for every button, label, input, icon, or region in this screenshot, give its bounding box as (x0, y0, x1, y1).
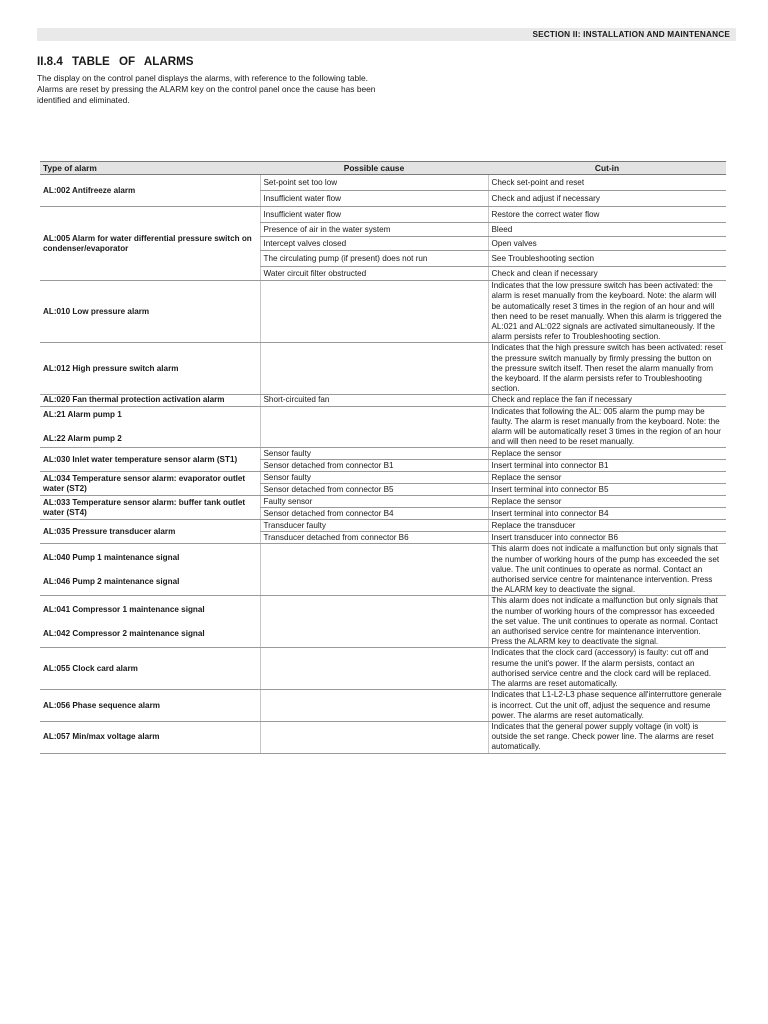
alarm-type: AL:055 Clock card alarm (40, 648, 260, 690)
table-row (40, 472, 726, 484)
alarm-type: AL:002 Antifreeze alarm (40, 175, 260, 207)
cause-cell (260, 406, 488, 448)
table-row (40, 406, 726, 448)
cutin-cell: See Troubleshooting section (488, 251, 726, 267)
cutin-cell: Insert terminal into connector B4 (488, 508, 726, 520)
cutin-cell: Indicates that the clock card (accessory) is faulty: cut off and resume the unit's power. If the alarm persists, contact an authorised service centre and the clock card will be replaced. The alarms are reset automatically. (488, 648, 726, 690)
cause-cell (260, 544, 488, 596)
table-row (40, 207, 726, 223)
cutin-cell: Indicates that L1-L2-L3 phase sequence all'interruttore generale is incorrect. Cut the unit off, adjust the sequence and resume power. The alarms are reset automatically. (488, 690, 726, 722)
cause-cell: Sensor detached from connector B1 (260, 460, 488, 472)
table-row (40, 520, 726, 532)
cutin-cell: This alarm does not indicate a malfunction but only signals that the number of working hours of the pump has exceeded the set value. The unit continues to operate as normal. Contact an authorised service centre for maintenance intervention. Press the ALARM key to deactivate the signal. (488, 544, 726, 596)
cause-cell: Intercept valves closed (260, 237, 488, 251)
table-row (40, 544, 726, 596)
alarm-type: AL:030 Inlet water temperature sensor alarm (ST1) (40, 448, 260, 472)
table-row (40, 648, 726, 690)
alarm-type-line: AL:040 Pump 1 maintenance signal (43, 552, 180, 562)
cutin-cell: Indicates that the general power supply voltage (in volt) is outside the set range. Check power line. The alarms are reset automatically. (488, 721, 726, 753)
header-cause: Possible cause (260, 162, 488, 175)
cause-cell: Set-point set too low (260, 175, 488, 191)
alarm-type-line: AL:042 Compressor 2 maintenance signal (43, 628, 205, 638)
cause-cell (260, 343, 488, 395)
cutin-cell: Replace the sensor (488, 448, 726, 460)
cutin-cell: Check and adjust if necessary (488, 191, 726, 207)
cutin-cell: Bleed (488, 223, 726, 237)
cutin-cell: Indicates that following the AL: 005 alarm the pump may be faulty. The alarm is reset manually from the keyboard. Note: the alarm will be automatically reset 3 times in the region of an hour and will then need to be reset manually. (488, 406, 726, 448)
cause-cell (260, 596, 488, 648)
alarms-table (40, 161, 726, 754)
cause-cell (260, 690, 488, 722)
alarm-type: AL:057 Min/max voltage alarm (40, 721, 260, 753)
cutin-cell: Insert terminal into connector B1 (488, 460, 726, 472)
alarm-type-line: AL:21 Alarm pump 1 (43, 409, 122, 419)
table-row (40, 395, 726, 406)
alarm-type: AL:020 Fan thermal protection activation alarm (40, 395, 260, 406)
section-header: SECTION II: INSTALLATION AND MAINTENANCE (37, 28, 736, 41)
cause-cell: Presence of air in the water system (260, 223, 488, 237)
cutin-cell: Restore the correct water flow (488, 207, 726, 223)
cause-cell: Sensor faulty (260, 448, 488, 460)
page-title: II.8.4 TABLE OF ALARMS (37, 55, 194, 68)
cause-cell: Sensor detached from connector B4 (260, 508, 488, 520)
alarm-type: AL:005 Alarm for water differential pressure switch on condenser/evaporator (40, 207, 260, 281)
cutin-cell: Indicates that the low pressure switch has been activated: the alarm is reset manually from the keyboard. Note: the alarm will be automatically reset 3 times in the region of an hour and will then need to be reset manually. When this alarm is triggered the AL:021 and AL:022 signals are activated simultaneously. If the alarm persists refer to Troubleshooting section. (488, 281, 726, 343)
cause-cell: Sensor detached from connector B5 (260, 484, 488, 496)
alarm-type (40, 596, 260, 648)
cutin-cell: Check set-point and reset (488, 175, 726, 191)
table-row (40, 690, 726, 722)
table-row (40, 175, 726, 191)
cause-cell (260, 281, 488, 343)
intro-paragraph: The display on the control panel displays the alarms, with reference to the following table. Alarms are reset by pressing the ALARM key on the control panel once the cause has been identified and eliminated. (37, 73, 376, 106)
table-row (40, 496, 726, 508)
cause-cell: Sensor faulty (260, 472, 488, 484)
cause-cell: Short-circuited fan (260, 395, 488, 406)
cutin-cell: Replace the sensor (488, 472, 726, 484)
alarm-type: AL:010 Low pressure alarm (40, 281, 260, 343)
cutin-cell: This alarm does not indicate a malfunction but only signals that the number of working hours of the compressor has exceeded the set value. The unit continues to operate as normal. Contact an authorised service centre for maintenance intervention. Press the ALARM key to deactivate the signal. (488, 596, 726, 648)
cutin-cell: Replace the sensor (488, 496, 726, 508)
cause-cell: The circulating pump (if present) does not run (260, 251, 488, 267)
cutin-cell: Insert terminal into connector B5 (488, 484, 726, 496)
alarm-type: AL:056 Phase sequence alarm (40, 690, 260, 722)
header-cutin: Cut-in (488, 162, 726, 175)
cause-cell: Water circuit filter obstructed (260, 267, 488, 281)
cause-cell: Insufficient water flow (260, 191, 488, 207)
cause-cell (260, 721, 488, 753)
table-row (40, 343, 726, 395)
cutin-cell: Check and replace the fan if necessary (488, 395, 726, 406)
alarm-type (40, 406, 260, 448)
table-row (40, 596, 726, 648)
cutin-cell: Open valves (488, 237, 726, 251)
alarm-type: AL:035 Pressure transducer alarm (40, 520, 260, 544)
cutin-cell: Insert transducer into connector B6 (488, 532, 726, 544)
cause-cell: Transducer detached from connector B6 (260, 532, 488, 544)
cause-cell: Insufficient water flow (260, 207, 488, 223)
table-row (40, 448, 726, 460)
alarm-type: AL:033 Temperature sensor alarm: buffer tank outlet water (ST4) (40, 496, 260, 520)
table-header-row (40, 162, 726, 175)
alarm-type-line: AL:041 Compressor 1 maintenance signal (43, 604, 205, 614)
cause-cell (260, 648, 488, 690)
cause-cell: Transducer faulty (260, 520, 488, 532)
header-type: Type of alarm (40, 162, 260, 175)
table-row (40, 281, 726, 343)
cutin-cell: Check and clean if necessary (488, 267, 726, 281)
table-row (40, 721, 726, 753)
cutin-cell: Indicates that the high pressure switch has been activated: reset the pressure switch manually by firmly pressing the button on the pressure switch itself. Then reset the alarm manually from the keyboard. If the alarm persists refer to Troubleshooting section. (488, 343, 726, 395)
cutin-cell: Replace the transducer (488, 520, 726, 532)
alarm-type: AL:012 High pressure switch alarm (40, 343, 260, 395)
alarm-type-line: AL:046 Pump 2 maintenance signal (43, 576, 180, 586)
alarm-type (40, 544, 260, 596)
alarm-type: AL:034 Temperature sensor alarm: evaporator outlet water (ST2) (40, 472, 260, 496)
alarm-type-line: AL:22 Alarm pump 2 (43, 434, 122, 444)
cause-cell: Faulty sensor (260, 496, 488, 508)
